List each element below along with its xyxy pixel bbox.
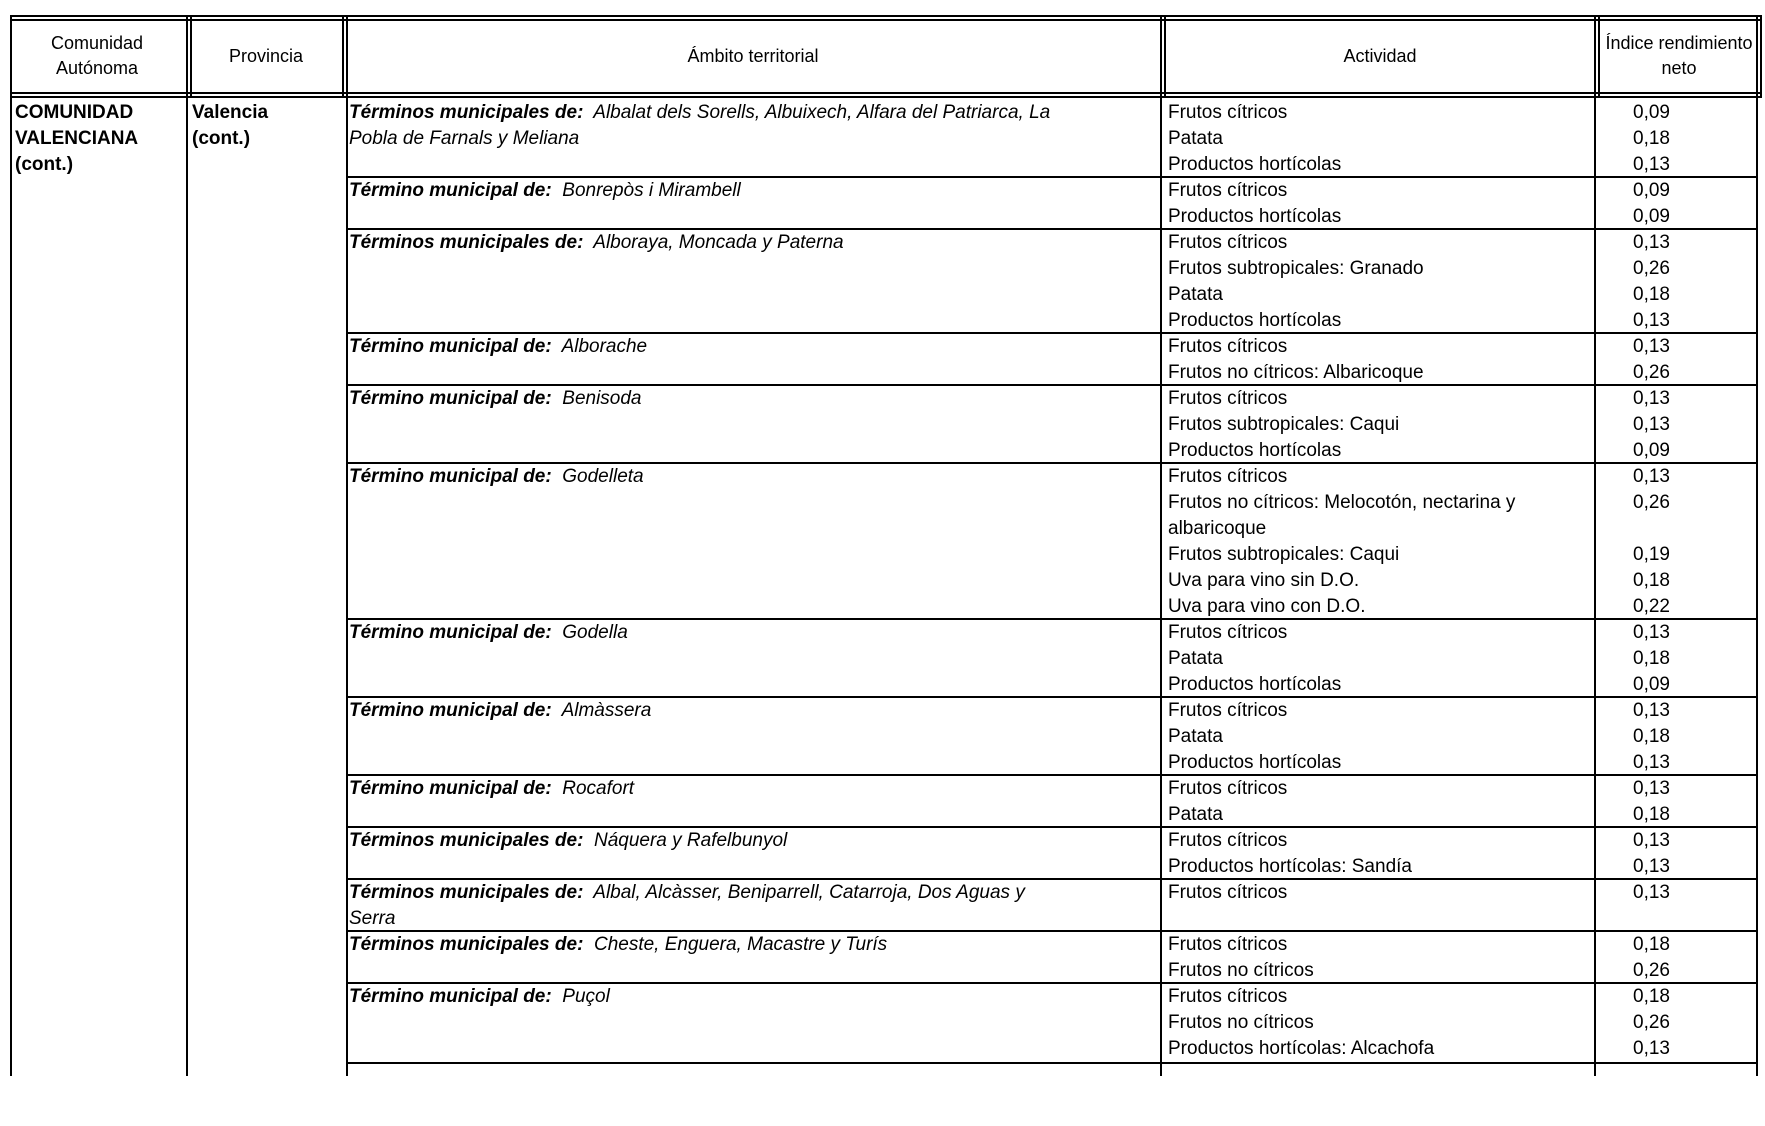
indice-cell: 0,26 (1633, 362, 1670, 383)
ambito-cell (349, 386, 1139, 412)
indice-cell: 0,13 (1633, 466, 1670, 487)
ambito-cell (349, 828, 1139, 854)
indice-cell: 0,26 (1633, 492, 1670, 513)
row-separator (346, 1062, 1758, 1064)
actividad-cell: Frutos cítricos (1168, 336, 1288, 357)
indice-cell: 0,18 (1633, 648, 1670, 669)
provincia-line-2: (cont.) (192, 128, 251, 149)
comunidad-line-2: VALENCIANA (15, 128, 139, 149)
actividad-cell: Uva para vino sin D.O. (1168, 570, 1360, 591)
actividad-cell: Frutos subtropicales: Caqui (1168, 544, 1400, 565)
actividad-cell: Productos hortícolas (1168, 310, 1342, 331)
ambito-places: Alborache (561, 336, 648, 357)
ambito-prefix: Término municipal de: (349, 336, 552, 357)
actividad-cell: Frutos subtropicales: Caqui (1168, 414, 1400, 435)
header-indice (1600, 21, 1758, 91)
ambito-prefix: Términos municipales de: (349, 830, 584, 851)
comunidad-line-1: COMUNIDAD (15, 102, 134, 123)
indice-cell: 0,26 (1633, 258, 1670, 279)
actividad-cell: Frutos cítricos (1168, 622, 1288, 643)
actividad-cell: Productos hortícolas (1168, 752, 1342, 773)
header-bottom-border (10, 92, 1760, 94)
ambito-prefix: Términos municipales de: (349, 102, 584, 123)
indice-cell: 0,19 (1633, 544, 1670, 565)
ambito-places: Puçol (562, 986, 610, 1007)
actividad-cell: Frutos cítricos (1168, 700, 1288, 721)
col-border-right-2 (1760, 15, 1762, 98)
ambito-places: Benisoda (562, 388, 642, 409)
indice-cell: 0,13 (1633, 882, 1670, 903)
indice-cell: 0,18 (1633, 128, 1670, 149)
actividad-cell: Productos hortícolas (1168, 154, 1342, 175)
actividad-cell: Frutos cítricos (1168, 882, 1288, 903)
ambito-cell (349, 880, 1139, 932)
ambito-places: Bonrepòs i Mirambell (562, 180, 741, 201)
indice-cell: 0,18 (1633, 570, 1670, 591)
ambito-cell (349, 100, 1139, 152)
col-border-provincia-2 (346, 15, 348, 1076)
actividad-cell: Frutos cítricos (1168, 986, 1288, 1007)
header-provincia (192, 21, 340, 91)
ambito-prefix: Término municipal de: (349, 388, 552, 409)
header-indice-label: Índice rendimiento neto (1605, 33, 1753, 78)
indice-cell: 0,09 (1633, 440, 1670, 461)
indice-cell: 0,09 (1633, 180, 1670, 201)
col-border-left (10, 15, 12, 1076)
actividad-cell: Frutos cítricos (1168, 934, 1288, 955)
ambito-places: Rocafort (562, 778, 635, 799)
col-border-actividad (1594, 15, 1596, 1076)
ambito-cell (349, 932, 1139, 958)
ambito-cell (349, 984, 1139, 1010)
indice-cell: 0,22 (1633, 596, 1670, 617)
header-comunidad-label: Comunidad Autónoma (50, 33, 144, 78)
col-border-ambito (1160, 15, 1162, 1076)
indice-cell: 0,13 (1633, 622, 1670, 643)
indice-cell: 0,13 (1633, 310, 1670, 331)
ambito-prefix: Término municipal de: (349, 986, 552, 1007)
col-border-actividad-2 (1598, 15, 1600, 98)
indice-cell: 0,13 (1633, 700, 1670, 721)
ambito-cell (349, 334, 1139, 360)
ambito-places: Almàssera (561, 700, 652, 721)
indice-cell: 0,18 (1633, 986, 1670, 1007)
actividad-cell: Productos hortícolas (1168, 206, 1342, 227)
indice-cell: 0,09 (1633, 102, 1670, 123)
ambito-places: Náquera y Rafelbunyol (593, 830, 788, 851)
header-top-border (10, 15, 1760, 17)
actividad-cell: Frutos cítricos (1168, 466, 1288, 487)
indice-cell: 0,26 (1633, 1012, 1670, 1033)
actividad-cell: Patata (1168, 648, 1223, 669)
indice-cell: 0,18 (1633, 284, 1670, 305)
indice-cell: 0,13 (1633, 414, 1670, 435)
indice-cell: 0,13 (1633, 856, 1670, 877)
header-bottom-border (10, 96, 1760, 98)
header-ambito-label: Ámbito territorial (687, 45, 819, 66)
indice-cell: 0,13 (1633, 778, 1670, 799)
ambito-places: Alboraya, Moncada y Paterna (593, 232, 844, 253)
actividad-cell: Productos hortícolas: Sandía (1168, 856, 1412, 877)
actividad-cell: Patata (1168, 726, 1223, 747)
indice-cell: 0,13 (1633, 752, 1670, 773)
indice-cell: 0,13 (1633, 232, 1670, 253)
ambito-cell (349, 698, 1139, 724)
provincia-line-1: Valencia (192, 102, 269, 123)
indice-cell: 0,13 (1633, 1038, 1670, 1059)
indice-cell: 0,18 (1633, 726, 1670, 747)
ambito-cell (349, 230, 1139, 256)
indice-cell: 0,13 (1633, 336, 1670, 357)
col-border-comunidad (186, 15, 188, 1076)
actividad-cell-continuation: albaricoque (1168, 518, 1267, 539)
actividad-cell: Frutos no cítricos (1168, 960, 1314, 981)
ambito-cell (349, 620, 1139, 646)
ambito-places: Pobla de Farnals y Meliana (349, 128, 580, 149)
actividad-cell: Frutos no cítricos: Albaricoque (1168, 362, 1424, 383)
indice-cell: 0,13 (1633, 388, 1670, 409)
actividad-cell: Uva para vino con D.O. (1168, 596, 1366, 617)
indice-cell: 0,13 (1633, 154, 1670, 175)
header-actividad (1166, 21, 1594, 91)
ambito-prefix: Términos municipales de: (349, 232, 584, 253)
actividad-cell: Frutos cítricos (1168, 830, 1288, 851)
ambito-cell (349, 776, 1139, 802)
indice-cell: 0,13 (1633, 830, 1670, 851)
ambito-cell (349, 178, 1139, 204)
header-comunidad (14, 21, 180, 91)
actividad-cell: Productos hortícolas (1168, 440, 1342, 461)
comunidad-line-3: (cont.) (15, 154, 74, 175)
ambito-prefix: Término municipal de: (349, 700, 552, 721)
indice-cell: 0,09 (1633, 674, 1670, 695)
ambito-prefix: Término municipal de: (349, 778, 552, 799)
ambito-cell (349, 464, 1139, 490)
col-border-comunidad-2 (190, 15, 192, 98)
actividad-cell: Productos hortícolas (1168, 674, 1342, 695)
ambito-prefix: Términos municipales de: (349, 882, 584, 903)
actividad-cell: Frutos cítricos (1168, 778, 1288, 799)
actividad-cell: Patata (1168, 128, 1223, 149)
actividad-cell: Patata (1168, 804, 1223, 825)
actividad-cell: Frutos subtropicales: Granado (1168, 258, 1424, 279)
actividad-cell: Frutos cítricos (1168, 180, 1288, 201)
ambito-places: Albal, Alcàsser, Beniparrell, Catarroja, Dos Aguas y (593, 882, 1025, 903)
actividad-cell: Patata (1168, 284, 1223, 305)
indice-cell: 0,18 (1633, 804, 1670, 825)
ambito-prefix: Términos municipales de: (349, 934, 584, 955)
header-actividad-label: Actividad (1343, 45, 1417, 66)
col-border-provincia (342, 15, 344, 98)
actividad-cell: Productos hortícolas: Alcachofa (1168, 1038, 1435, 1059)
col-border-right (1756, 15, 1758, 1076)
ambito-places: Serra (349, 908, 396, 929)
ambito-places: Albalat dels Sorells, Albuixech, Alfara del Patriarca, La (593, 102, 1051, 123)
indice-cell: 0,26 (1633, 960, 1670, 981)
actividad-cell: Frutos cítricos (1168, 232, 1288, 253)
indice-cell: 0,18 (1633, 934, 1670, 955)
ambito-prefix: Término municipal de: (349, 622, 552, 643)
col-border-ambito-2 (1164, 15, 1166, 98)
indice-cell: 0,09 (1633, 206, 1670, 227)
actividad-cell: Frutos no cítricos (1168, 1012, 1314, 1033)
header-ambito (348, 21, 1158, 91)
actividad-cell: Frutos no cítricos: Melocotón, nectarina y (1168, 492, 1516, 513)
actividad-cell: Frutos cítricos (1168, 388, 1288, 409)
ambito-places: Godelleta (562, 466, 644, 487)
header-provincia-label: Provincia (228, 45, 304, 66)
ambito-places: Cheste, Enguera, Macastre y Turís (593, 934, 888, 955)
ambito-prefix: Término municipal de: (349, 466, 552, 487)
actividad-cell: Frutos cítricos (1168, 102, 1288, 123)
ambito-places: Godella (562, 622, 628, 643)
ambito-prefix: Término municipal de: (349, 180, 552, 201)
